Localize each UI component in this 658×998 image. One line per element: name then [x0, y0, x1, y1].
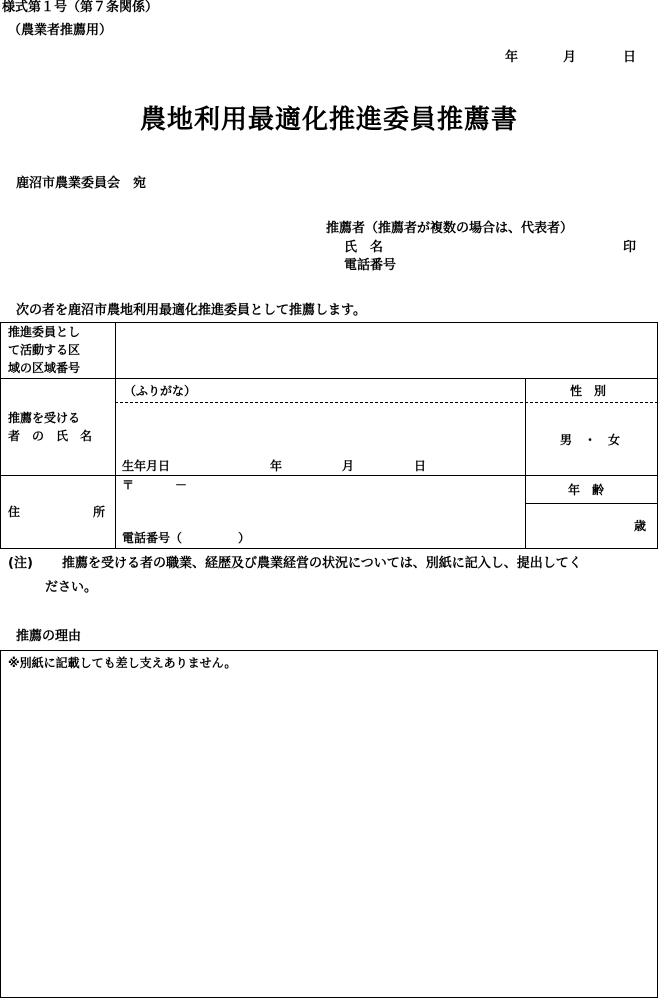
district-number-field[interactable]	[117, 324, 655, 376]
reason-box[interactable]	[0, 650, 658, 998]
intro-text: 次の者を鹿沼市農地利用最適化推進委員として推薦します。	[16, 303, 366, 318]
gender-label: 性 別	[570, 384, 607, 398]
furigana-label: （ふりがな）	[124, 384, 197, 398]
form-number: 様式第１号（第７条関係）	[2, 0, 159, 15]
nominee-phone-close: ）	[238, 531, 251, 545]
note-line-2: ださい。	[45, 580, 98, 595]
gender-options[interactable]: 男 ・ 女	[560, 433, 621, 447]
district-label-2: て活動する区	[8, 343, 81, 357]
date-month-label: 月	[563, 50, 577, 65]
note-line-1: 推薦を受ける者の職業、経歴及び農業経営の状況については、別紙に記入し、提出してく	[62, 556, 582, 571]
birthdate-label: 生年月日	[122, 459, 171, 473]
date-year-label: 年	[505, 50, 519, 65]
date-day-label: 日	[623, 50, 637, 65]
address-label-left: 住	[8, 505, 21, 519]
nominee-label-2: 者 の 氏 名	[8, 429, 93, 443]
addressee: 鹿沼市農業委員会 宛	[16, 176, 147, 191]
nominee-label-1: 推薦を受ける	[8, 411, 81, 425]
postal-mark: 〒	[122, 478, 135, 492]
reason-hint: ※別紙に記載しても差し支えありません。	[8, 656, 237, 670]
nominee-name-field[interactable]	[117, 404, 523, 454]
district-label-1: 推進委員とし	[8, 325, 81, 339]
reason-label: 推薦の理由	[16, 629, 82, 644]
birth-month-label: 月	[342, 459, 355, 473]
birth-year-label: 年	[270, 459, 283, 473]
age-label: 年 齢	[568, 483, 605, 497]
form-usage: （農業者推薦用）	[8, 23, 113, 38]
address-field[interactable]	[117, 494, 523, 526]
nominee-phone-label: 電話番号（	[122, 531, 183, 545]
seal-mark: 印	[623, 240, 637, 255]
age-unit: 歳	[634, 519, 647, 533]
note-prefix: (注)	[8, 556, 33, 571]
address-label-right: 所	[93, 505, 106, 519]
page-title: 農地利用最適化推進委員推薦書	[139, 105, 518, 135]
recommender-name-label: 氏 名	[344, 240, 384, 255]
postal-dash: －	[175, 478, 188, 492]
recommender-phone-label: 電話番号	[344, 258, 397, 273]
district-label-3: 域の区域番号	[8, 361, 81, 375]
recommender-label: 推薦者（推薦者が複数の場合は、代表者）	[326, 221, 574, 236]
birth-day-label: 日	[414, 459, 427, 473]
